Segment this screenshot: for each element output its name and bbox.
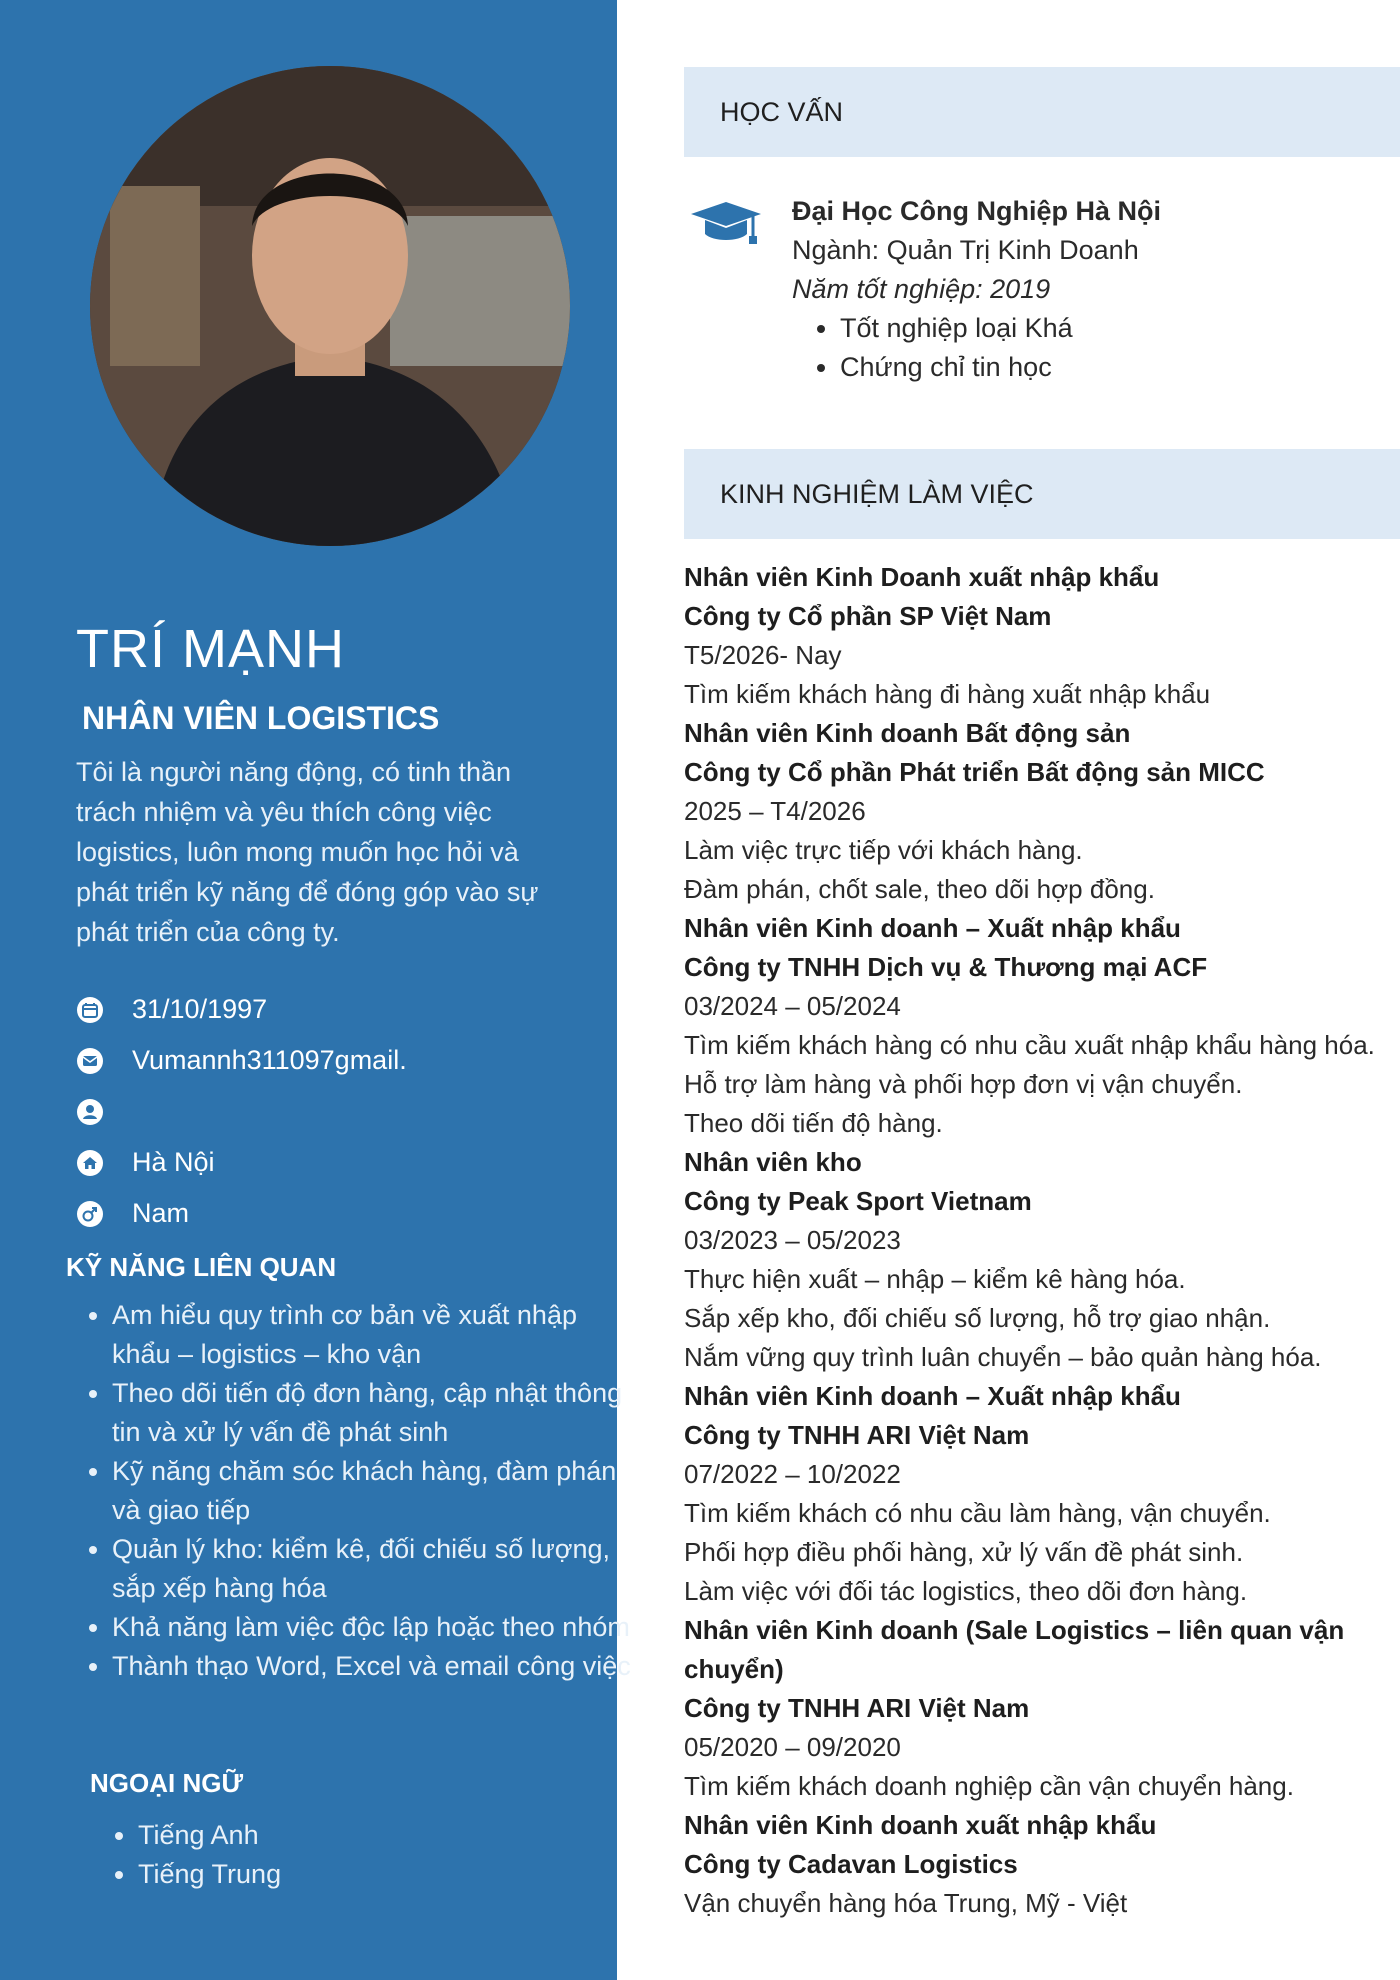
list-item: • Thành thạo Word, Excel và email công việc — [112, 1647, 632, 1686]
job-detail: Tìm kiếm khách doanh nghiệp cần vận chuyển hàng. — [684, 1771, 1294, 1801]
job-company: Công ty TNHH Dịch vụ & Thương mại ACF — [684, 952, 1208, 982]
job-entry — [684, 1806, 1384, 1923]
job-detail: Vận chuyển hàng hóa Trung, Mỹ - Việt — [684, 1888, 1128, 1918]
job-period: T5/2026- Nay — [684, 640, 842, 670]
profile-summary: Tôi là người năng động, có tinh thần trách nhiệm và yêu thích công việc logistics, luôn mong muốn học hỏi và phát triển kỹ năng để đóng góp vào sự phát triển của công ty. — [76, 757, 539, 947]
job-detail: Làm việc trực tiếp với khách hàng. — [684, 835, 1083, 865]
job-detail: Đàm phán, chốt sale, theo dõi hợp đồng. — [684, 874, 1155, 904]
contact-phone — [72, 1086, 592, 1137]
major-text: Ngành: Quản Trị Kinh Doanh — [792, 235, 1139, 265]
job-title: Nhân viên Kinh doanh Bất động sản — [684, 718, 1131, 748]
avatar — [90, 66, 570, 546]
gender-text: Nam — [132, 1198, 190, 1228]
job-company: Công ty TNHH ARI Việt Nam — [684, 1693, 1030, 1723]
job-detail: Nắm vững quy trình luân chuyển – bảo quản hàng hóa. — [684, 1342, 1322, 1372]
list-item: • Am hiểu quy trình cơ bản về xuất nhập khẩu – logistics – kho vận — [112, 1296, 632, 1374]
job-company: Công ty Cổ phần SP Việt Nam — [684, 601, 1052, 631]
main-content — [617, 0, 1400, 1980]
skills-list — [82, 1296, 632, 1686]
job-title: Nhân viên Kinh doanh – Xuất nhập khẩu — [684, 913, 1181, 943]
list-item: • Quản lý kho: kiểm kê, đối chiếu số lượng, sắp xếp hàng hóa — [112, 1530, 632, 1608]
list-item: • Tiếng Trung — [138, 1855, 281, 1894]
candidate-name: TRÍ MẠNH — [76, 619, 345, 679]
home-icon — [76, 1149, 104, 1177]
email-icon — [76, 1047, 104, 1075]
job-title: Nhân viên Kinh doanh xuất nhập khẩu — [684, 1810, 1157, 1840]
education-heading: HỌC VẤN — [720, 96, 844, 127]
job-period: 03/2024 – 05/2024 — [684, 991, 901, 1021]
job-detail: Tìm kiếm khách hàng có nhu cầu xuất nhập khẩu hàng hóa. — [684, 1030, 1375, 1060]
education-entry — [792, 192, 1161, 387]
list-item: • Theo dõi tiến độ đơn hàng, cập nhật thông tin và xử lý vấn đề phát sinh — [112, 1374, 632, 1452]
job-detail: Thực hiện xuất – nhập – kiểm kê hàng hóa. — [684, 1264, 1186, 1294]
job-detail: Hỗ trợ làm hàng và phối hợp đơn vị vận chuyển. — [684, 1069, 1243, 1099]
job-detail: Theo dõi tiến độ hàng. — [684, 1108, 943, 1138]
job-entry — [684, 714, 1384, 909]
job-company: Công ty Peak Sport Vietnam — [684, 1186, 1032, 1216]
male-gender-icon — [76, 1200, 104, 1228]
contact-birthday — [72, 984, 592, 1035]
job-period: 07/2022 – 10/2022 — [684, 1459, 901, 1489]
sidebar — [0, 0, 631, 1980]
graduation-year: Năm tốt nghiệp: 2019 — [792, 274, 1051, 304]
job-entry — [684, 1143, 1384, 1377]
birthday-text: 31/10/1997 — [132, 994, 268, 1024]
list-item: • Chứng chỉ tin học — [840, 348, 1161, 387]
job-company: Công ty TNHH ARI Việt Nam — [684, 1420, 1030, 1450]
job-company: Công ty Cadavan Logistics — [684, 1849, 1018, 1879]
user-icon — [76, 1098, 104, 1126]
job-period: 03/2023 – 05/2023 — [684, 1225, 901, 1255]
experience-heading: KINH NGHIỆM LÀM VIỆC — [720, 478, 1034, 509]
job-detail: Làm việc với đối tác logistics, theo dõi đơn hàng. — [684, 1576, 1248, 1606]
list-item: • Khả năng làm việc độc lập hoặc theo nhóm — [112, 1608, 632, 1647]
job-company: Công ty Cổ phần Phát triển Bất động sản MICC — [684, 757, 1265, 787]
candidate-role: NHÂN VIÊN LOGISTICS — [82, 700, 440, 736]
experience-list — [684, 558, 1384, 1923]
list-item: • Kỹ năng chăm sóc khách hàng, đàm phán và giao tiếp — [112, 1452, 632, 1530]
job-title: Nhân viên Kinh doanh – Xuất nhập khẩu — [684, 1381, 1181, 1411]
job-detail: Sắp xếp kho, đối chiếu số lượng, hỗ trợ giao nhận. — [684, 1303, 1271, 1333]
job-entry — [684, 1611, 1384, 1806]
graduation-cap-icon — [687, 196, 765, 248]
job-period: 05/2020 – 09/2020 — [684, 1732, 901, 1762]
job-entry — [684, 909, 1384, 1143]
skills-heading: KỸ NĂNG LIÊN QUAN — [66, 1252, 337, 1282]
job-detail: Phối hợp điều phối hàng, xử lý vấn đề phát sinh. — [684, 1537, 1244, 1567]
job-entry — [684, 1377, 1384, 1611]
job-period: 2025 – T4/2026 — [684, 796, 866, 826]
languages-list — [108, 1816, 281, 1894]
contact-list — [72, 984, 592, 1239]
address-text: Hà Nội — [132, 1147, 215, 1177]
list-item: • Tốt nghiệp loại Khá — [840, 309, 1161, 348]
job-detail: Tìm kiếm khách hàng đi hàng xuất nhập khẩu — [684, 679, 1211, 709]
profile-photo — [90, 66, 570, 546]
education-header — [684, 67, 1400, 157]
calendar-icon — [76, 996, 104, 1024]
education-achievements — [792, 309, 1161, 387]
contact-gender — [72, 1188, 592, 1239]
contact-address — [72, 1137, 592, 1188]
job-title: Nhân viên kho — [684, 1147, 862, 1177]
job-title: Nhân viên Kinh Doanh xuất nhập khẩu — [684, 562, 1160, 592]
list-item: • Tiếng Anh — [138, 1816, 281, 1855]
job-title: Nhân viên Kinh doanh (Sale Logistics – liên quan vận chuyển) — [684, 1615, 1345, 1684]
languages-heading: NGOẠI NGỮ — [90, 1768, 244, 1798]
school-name: Đại Học Công Nghiệp Hà Nội — [792, 196, 1162, 226]
email-text: Vumannh311097gmail. — [132, 1045, 407, 1075]
contact-email — [72, 1035, 592, 1086]
experience-header — [684, 449, 1400, 539]
job-entry — [684, 558, 1384, 714]
job-detail: Tìm kiếm khách có nhu cầu làm hàng, vận chuyển. — [684, 1498, 1271, 1528]
